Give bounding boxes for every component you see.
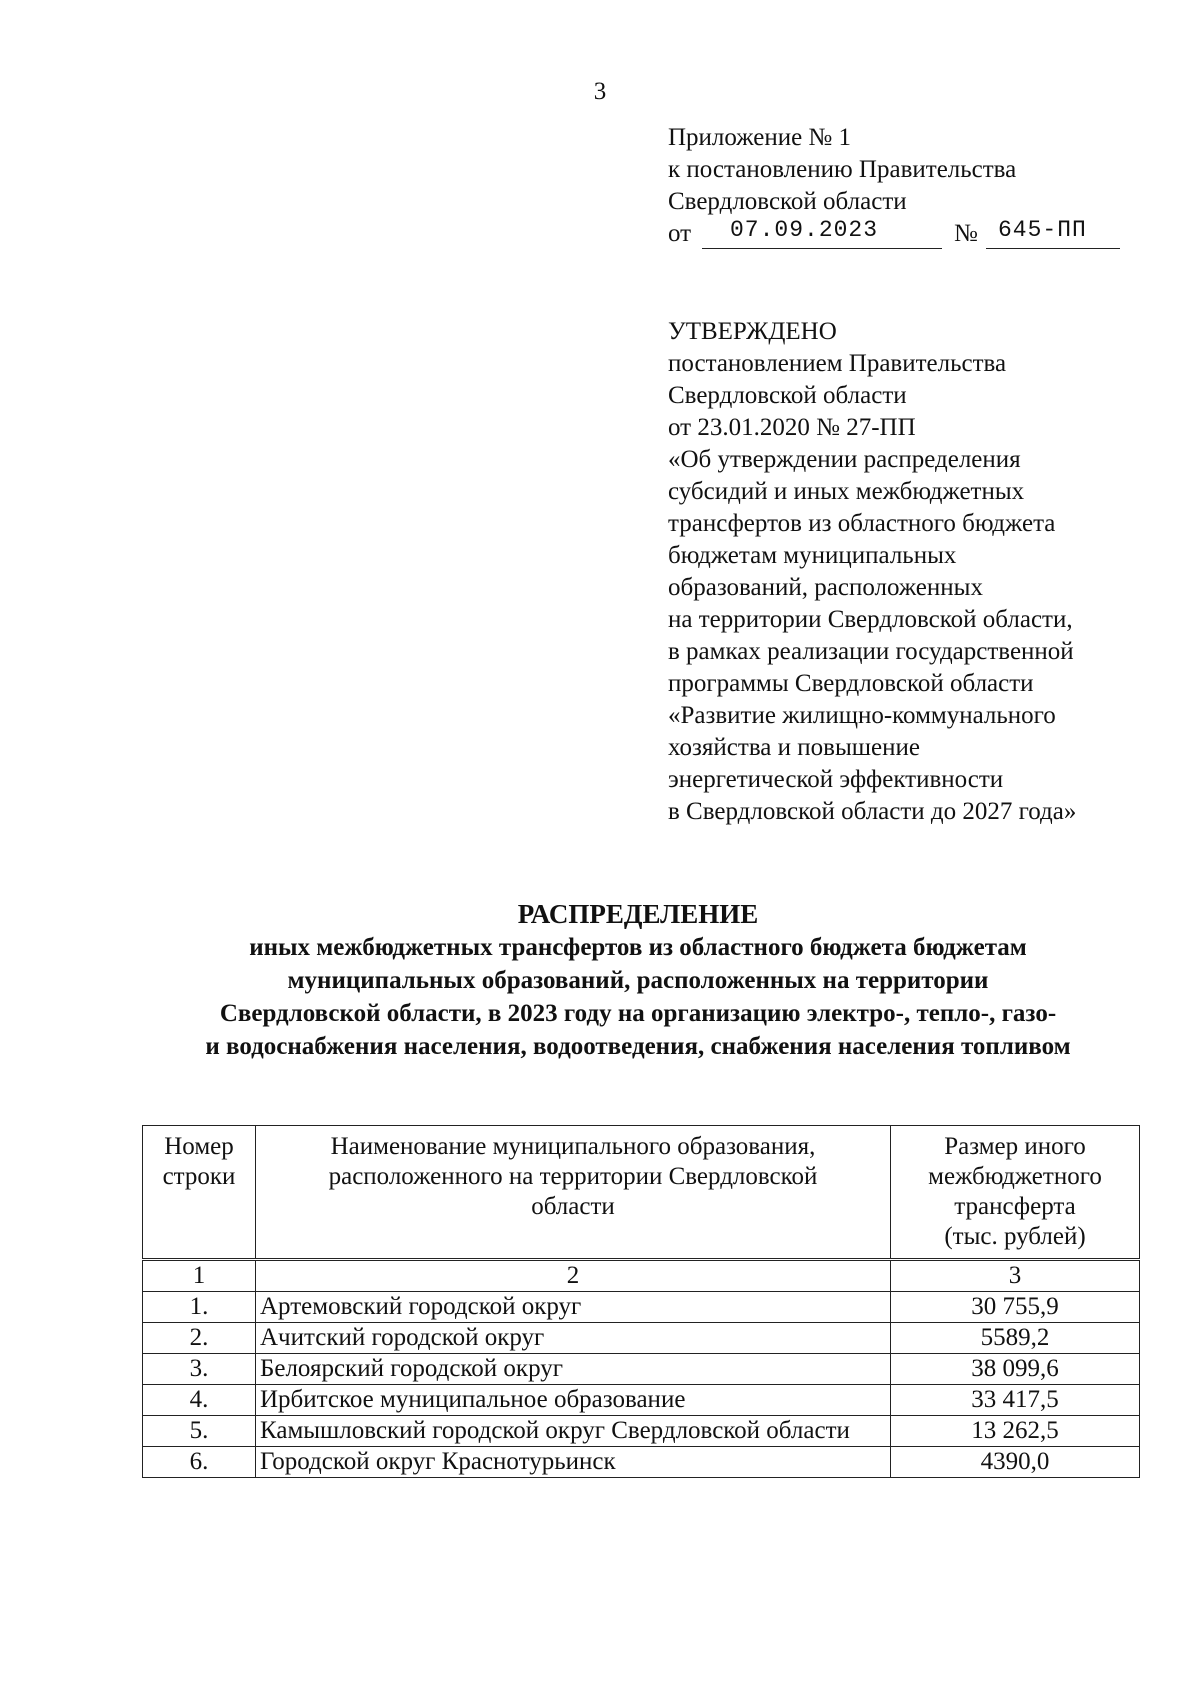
- appendix-block: [668, 122, 1087, 252]
- header-line: области: [531, 1193, 615, 1220]
- heading-title: РАСПРЕДЕЛЕНИЕ: [517, 899, 759, 929]
- header-municipality-name: [256, 1126, 891, 1260]
- approved-line: от 23.01.2020 № 27-ПП: [668, 414, 916, 441]
- header-line: межбюджетного: [928, 1163, 1102, 1190]
- table-row: [143, 1323, 1140, 1354]
- approved-line: субсидий и иных межбюджетных: [668, 478, 1025, 505]
- row-number: 3.: [143, 1354, 256, 1385]
- column-number-row: [143, 1260, 1140, 1292]
- approved-line: трансфертов из областного бюджета: [668, 510, 1056, 537]
- number-value: 645-ПП: [998, 217, 1087, 243]
- approved-line: «Об утверждении распределения: [668, 446, 1021, 473]
- appendix-date-line: [668, 217, 1087, 252]
- approved-line: в Свердловской области до 2027 года»: [668, 798, 1077, 825]
- approved-line: «Развитие жилищно-коммунального: [668, 702, 1056, 729]
- heading-line: иных межбюджетных трансфертов из областного бюджета бюджетам: [249, 934, 1027, 961]
- header-line: (тыс. рублей): [944, 1223, 1086, 1250]
- header-line: Номер: [164, 1133, 234, 1160]
- heading-line: и водоснабжения населения, водоотведения, снабжения населения топливом: [205, 1033, 1071, 1060]
- transfer-amount: 4390,0: [891, 1447, 1140, 1478]
- row-number: 4.: [143, 1385, 256, 1416]
- appendix-line: к постановлению Правительства: [668, 156, 1017, 183]
- date-label: от: [668, 220, 692, 247]
- approved-line: на территории Свердловской области,: [668, 606, 1073, 633]
- row-number: 1.: [143, 1292, 256, 1323]
- header-line: трансферта: [954, 1193, 1076, 1220]
- approved-line: Свердловской области: [668, 382, 907, 409]
- header-line: расположенного на территории Свердловской: [328, 1163, 818, 1190]
- municipality-name: Белоярский городской округ: [256, 1354, 891, 1385]
- column-number: 2: [256, 1260, 891, 1292]
- approved-line: программы Свердловской области: [668, 670, 1034, 697]
- appendix-line: Свердловской области: [668, 188, 907, 215]
- transfer-amount: 5589,2: [891, 1323, 1140, 1354]
- transfer-amount: 13 262,5: [891, 1416, 1140, 1447]
- header-row-number: [143, 1126, 256, 1260]
- page-number: 3: [593, 78, 607, 105]
- appendix-line: Приложение № 1: [668, 124, 852, 151]
- header-line: Наименование муниципального образования,: [330, 1133, 816, 1160]
- approved-line: в рамках реализации государственной: [668, 638, 1074, 665]
- table-row: [143, 1354, 1140, 1385]
- distribution-heading: [0, 898, 1200, 1063]
- row-number: 2.: [143, 1323, 256, 1354]
- table-row: [143, 1385, 1140, 1416]
- heading-line: Свердловской области, в 2023 году на организацию электро-, тепло-, газо-: [219, 1000, 1057, 1027]
- row-number: 6.: [143, 1447, 256, 1478]
- approved-line: энергетической эффективности: [668, 766, 1004, 793]
- column-number: 3: [891, 1260, 1140, 1292]
- approved-line: хозяйства и повышение: [668, 734, 920, 761]
- transfer-amount: 30 755,9: [891, 1292, 1140, 1323]
- table-row: [143, 1292, 1140, 1323]
- approved-block: [668, 316, 1076, 828]
- table-row: [143, 1447, 1140, 1478]
- table-row: [143, 1416, 1140, 1447]
- number-label: №: [954, 220, 978, 247]
- date-value: 07.09.2023: [730, 217, 879, 243]
- heading-line: муниципальных образований, расположенных на территории: [287, 967, 989, 994]
- transfer-amount: 33 417,5: [891, 1385, 1140, 1416]
- transfer-amount: 38 099,6: [891, 1354, 1140, 1385]
- header-line: строки: [162, 1163, 236, 1190]
- approved-line: постановлением Правительства: [668, 350, 1007, 377]
- municipality-name: Ирбитское муниципальное образование: [256, 1385, 891, 1416]
- municipality-name: Ачитский городской округ: [256, 1323, 891, 1354]
- approved-line: образований, расположенных: [668, 574, 983, 601]
- distribution-table: [142, 1125, 1140, 1478]
- column-number: 1: [143, 1260, 256, 1292]
- municipality-name: Городской округ Краснотурьинск: [256, 1447, 891, 1478]
- municipality-name: Камышловский городской округ Свердловской области: [256, 1416, 891, 1447]
- table-header-row: [143, 1126, 1140, 1260]
- date-field: [702, 218, 942, 249]
- number-field: [986, 218, 1120, 249]
- approved-line: УТВЕРЖДЕНО: [668, 318, 837, 345]
- header-transfer-amount: [891, 1126, 1140, 1260]
- municipality-name: Артемовский городской округ: [256, 1292, 891, 1323]
- row-number: 5.: [143, 1416, 256, 1447]
- approved-line: бюджетам муниципальных: [668, 542, 957, 569]
- header-line: Размер иного: [944, 1133, 1086, 1160]
